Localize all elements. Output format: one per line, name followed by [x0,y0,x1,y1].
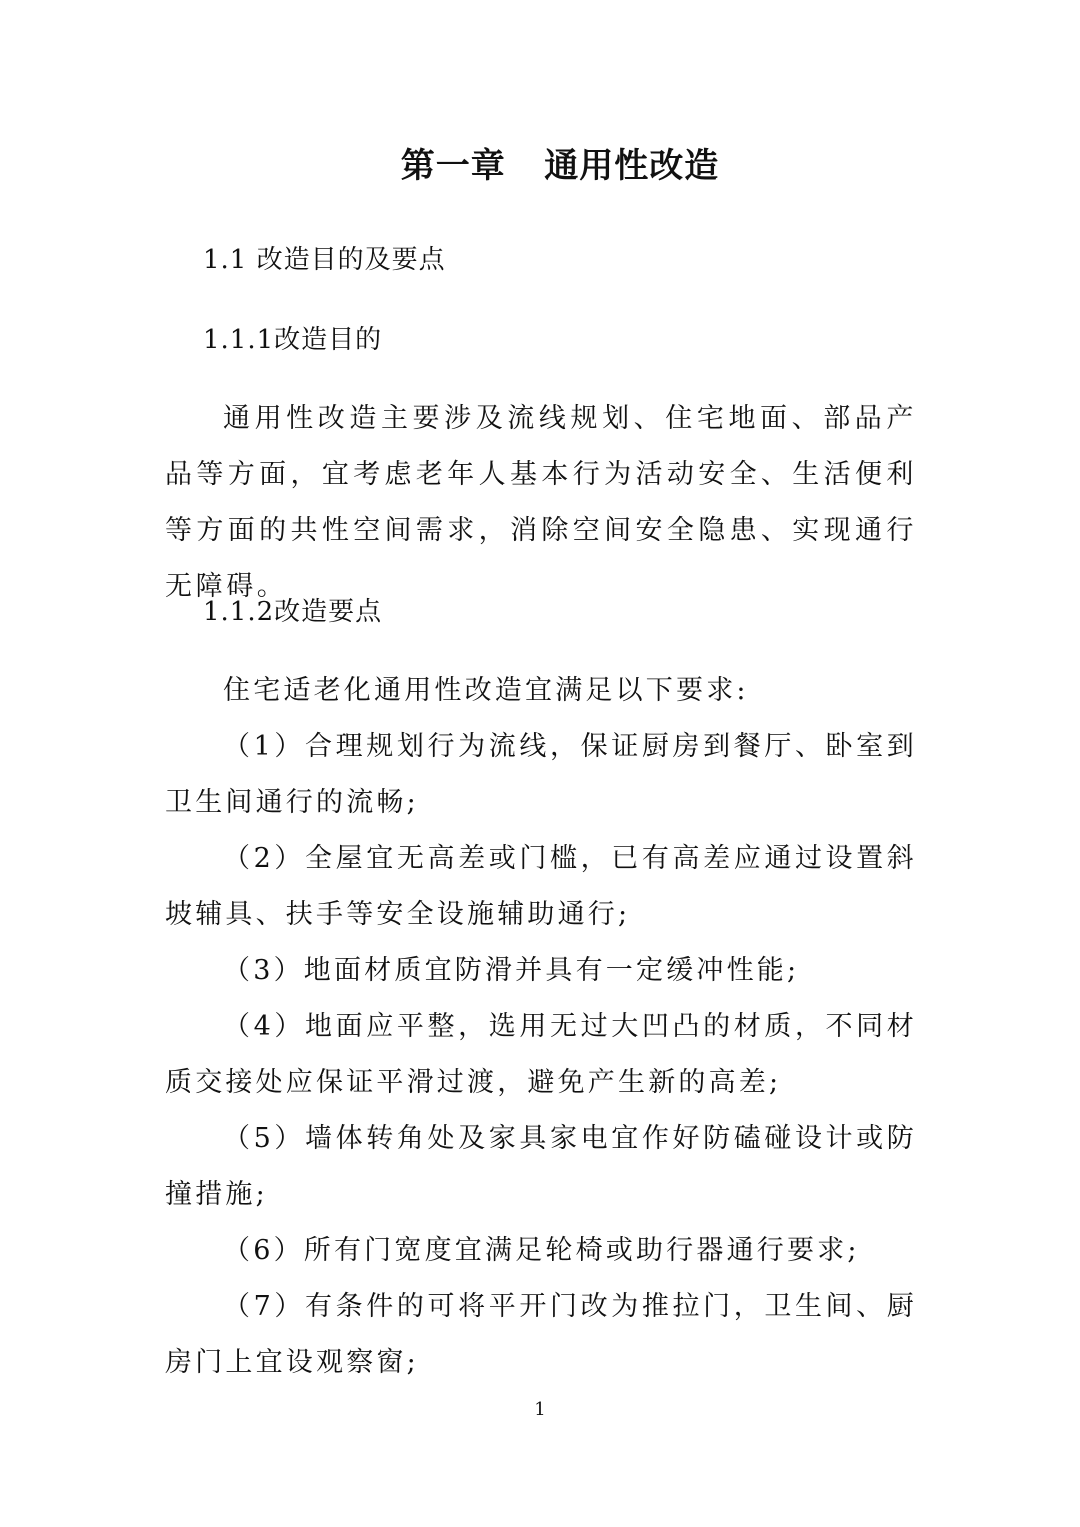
requirement-item-2: （2）全屋宜无高差或门槛，已有高差应通过设置斜坡辅具、扶手等安全设施辅助通行; [165,843,917,930]
requirement-item-6: （6）所有门宽度宜满足轮椅或助行器通行要求; [223,1235,860,1266]
section-heading: 1.1 改造目的及要点 [203,245,446,275]
subsection-heading-purpose: 1.1.1改造目的 [203,325,383,355]
subsection-heading-key-points: 1.1.2改造要点 [203,597,383,627]
requirement-item-1: （1）合理规划行为流线，保证厨房到餐厅、卧室到卫生间通行的流畅; [165,731,917,818]
requirement-item-4: （4）地面应平整，选用无过大凹凸的材质，不同材质交接处应保证平滑过渡，避免产生新的高差; [165,1011,917,1098]
chapter-title: 第一章 通用性改造 [400,146,720,186]
requirements-intro: 住宅适老化通用性改造宜满足以下要求: [223,675,749,706]
page-number: 1 [534,1399,546,1420]
requirement-item-5: （5）墙体转角处及家具家电宜作好防磕碰设计或防撞措施; [165,1123,917,1210]
requirement-item-7: （7）有条件的可将平开门改为推拉门，卫生间、厨房门上宜设观察窗; [165,1291,917,1378]
requirements-block [165,663,917,1391]
requirement-item-3: （3）地面材质宜防滑并具有一定缓冲性能; [223,955,800,986]
purpose-paragraph: 通用性改造主要涉及流线规划、住宅地面、部品产品等方面，宜考虑老年人基本行为活动安全、生活便利等方面的共性空间需求，消除空间安全隐患、实现通行无障碍。 [165,403,917,602]
